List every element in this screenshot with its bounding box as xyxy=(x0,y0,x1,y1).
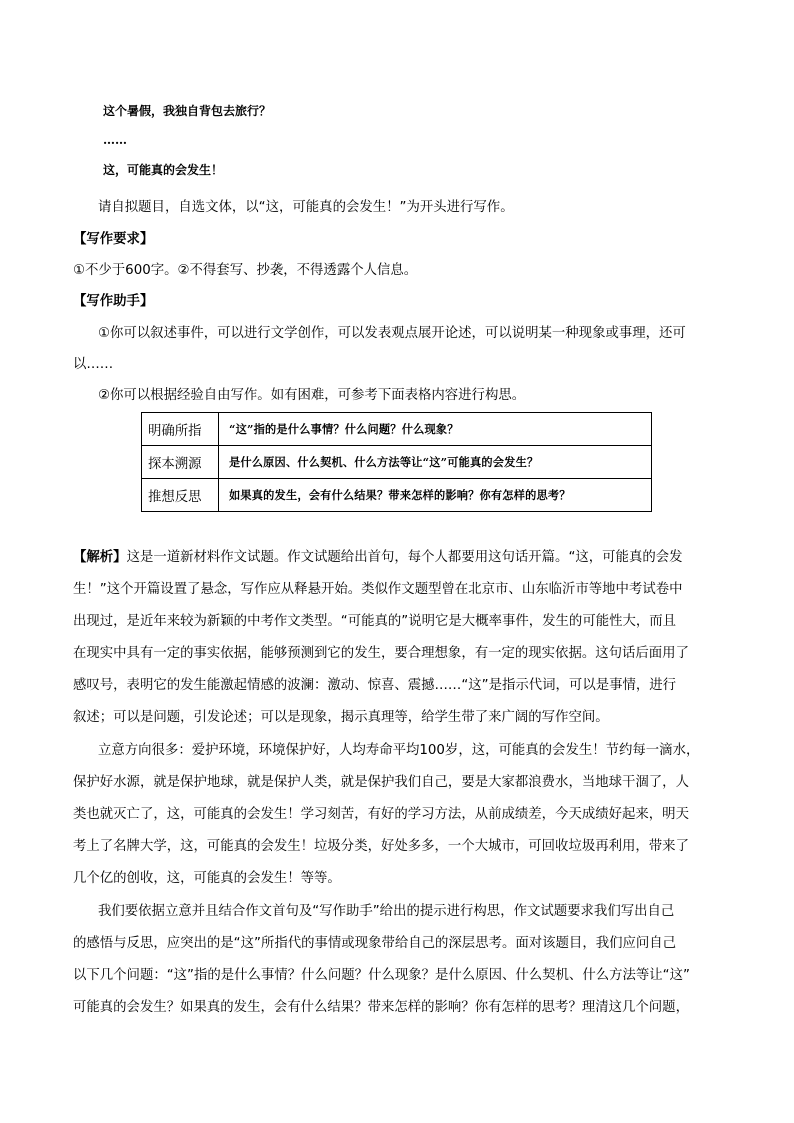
analysis-paragraph-3-line-1: 我们要依据立意并且结合作文首句及“写作助手”给出的提示进行构思，作文试题要求我们写出自己 xyxy=(98,904,675,919)
requirements-heading: 【写作要求】 xyxy=(73,232,154,247)
table-row-content: 是什么原因、什么契机、什么方法等让“这”可能真的会发生？ xyxy=(219,446,652,479)
requirements-text: ①不少于600字。②不得套写、抄袭，不得透露个人信息。 xyxy=(73,263,418,278)
analysis-paragraph-2-line-4: 考上了名牌大学，这，可能真的会发生！垃圾分类，好处多多，一个大城市，可回收垃圾再利用，带来了 xyxy=(73,839,689,854)
analysis-paragraph-1-line-6: 叙述；可以是问题，引发论述；可以是现象，揭示真理等，给学生带了来广阔的写作空间。 xyxy=(73,710,609,725)
table-row-label: 探本溯源 xyxy=(142,446,219,479)
analysis-paragraph-1-line-3: 出现过，是近年来较为新颖的中考作文类型。“可能真的”说明它是大概率事件，发生的可能性大，而且 xyxy=(73,614,677,629)
prompt-ellipsis: …… xyxy=(103,133,127,147)
analysis-paragraph-1-line-5: 感叹号，表明它的发生能激起情感的波澜：激动、惊喜、震撼……“这”是指示代词，可以是事情，进行 xyxy=(73,678,677,693)
prompt-instruction: 请自拟题目，自选文体，以“这，可能真的会发生！”为开头进行写作。 xyxy=(98,200,514,215)
analysis-paragraph-1-line-1 xyxy=(73,548,683,568)
table-row-content: 如果真的发生，会有什么结果？带来怎样的影响？你有怎样的思考？ xyxy=(219,479,652,512)
helper-item-1-line-2: 以…… xyxy=(73,357,114,372)
table-row-label: 明确所指 xyxy=(142,413,219,446)
analysis-paragraph-2-line-3: 类也就灭亡了，这，可能真的会发生！学习刻苦，有好的学习方法，从前成绩差，今天成绩好起来，明天 xyxy=(73,807,689,822)
analysis-text: 这是一道新材料作文试题。作文试题给出首句，每个人都要用这句话开篇。“这，可能真的会发 xyxy=(126,550,683,565)
table-row-content: “这”指的是什么事情？什么问题？什么现象？ xyxy=(219,413,652,446)
analysis-paragraph-2-line-5: 几个亿的创收，这，可能真的会发生！等等。 xyxy=(73,871,341,886)
analysis-paragraph-2-line-1: 立意方向很多：爱护环境，环境保护好，人均寿命平均100岁，这，可能真的会发生！节约每一滴水， xyxy=(98,743,700,758)
analysis-paragraph-2-line-2: 保护好水源，就是保护地球，就是保护人类，就是保护我们自己，要是大家都浪费水，当地球干涸了，人 xyxy=(73,775,689,790)
prompt-line-3: 这，可能真的会发生！ xyxy=(103,163,224,177)
table-row-label: 推想反思 xyxy=(142,479,219,512)
helper-heading: 【写作助手】 xyxy=(73,294,154,309)
helper-table xyxy=(141,412,652,512)
analysis-paragraph-3-line-2: 的感悟与反思，应突出的是“这”所指代的事情或现象带给自己的深层思考。面对该题目，我们应问自己 xyxy=(73,936,677,951)
analysis-label: 【解析】 xyxy=(73,550,127,565)
analysis-paragraph-3-line-3: 以下几个问题：“这”指的是什么事情？什么问题？什么现象？是什么原因、什么契机、什么方法等让“这” xyxy=(73,968,690,983)
prompt-line-1: 这个暑假，我独自背包去旅行？ xyxy=(103,104,272,118)
analysis-paragraph-3-line-4: 可能真的会发生？如果真的发生，会有什么结果？带来怎样的影响？你有怎样的思考？理清这几个问题， xyxy=(73,1000,689,1015)
table-row xyxy=(142,413,652,446)
helper-item-1-line-1: ①你可以叙述事件，可以进行文学创作，可以发表观点展开论述，可以说明某一种现象或事理，还可 xyxy=(98,326,686,341)
helper-item-2: ②你可以根据经验自由写作。如有困难，可参考下面表格内容进行构思。 xyxy=(98,388,526,403)
analysis-paragraph-1-line-4: 在现实中具有一定的事实依据，能够预测到它的发生，要合理想象，有一定的现实依据。这句话后面用了 xyxy=(73,646,689,661)
table-row xyxy=(142,446,652,479)
analysis-paragraph-1-line-2: 生！”这个开篇设置了悬念，写作应从释悬开始。类似作文题型曾在北京市、山东临沂市等地中考试卷中 xyxy=(73,582,683,597)
table-row xyxy=(142,479,652,512)
